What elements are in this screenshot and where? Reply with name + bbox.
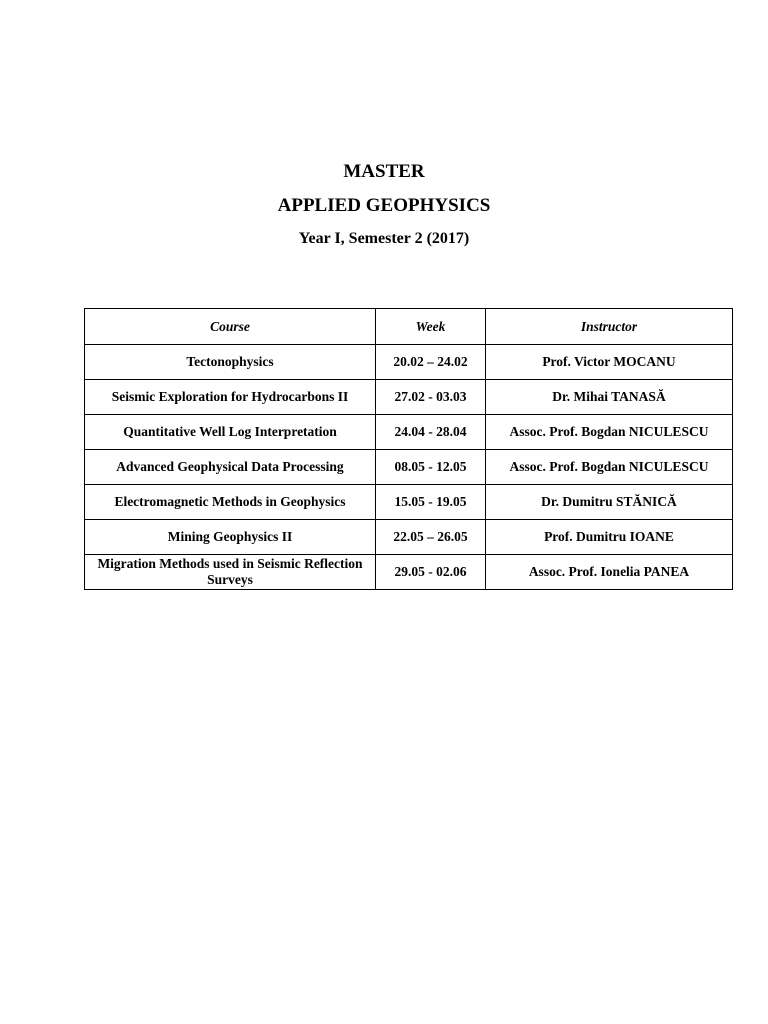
course-cell: Migration Methods used in Seismic Reflection Surveys xyxy=(85,555,376,590)
course-schedule-table xyxy=(84,308,733,590)
week-cell: 20.02 – 24.02 xyxy=(376,345,486,380)
instructor-cell: Prof. Victor MOCANU xyxy=(486,345,733,380)
course-cell: Mining Geophysics II xyxy=(85,520,376,555)
week-cell: 22.05 – 26.05 xyxy=(376,520,486,555)
week-cell: 24.04 - 28.04 xyxy=(376,415,486,450)
column-header-week: Week xyxy=(376,309,486,345)
table-row xyxy=(85,345,733,380)
table-row xyxy=(85,520,733,555)
course-cell: Advanced Geophysical Data Processing xyxy=(85,450,376,485)
table-row xyxy=(85,555,733,590)
instructor-cell: Prof. Dumitru IOANE xyxy=(486,520,733,555)
table-row xyxy=(85,485,733,520)
instructor-cell: Assoc. Prof. Ionelia PANEA xyxy=(486,555,733,590)
course-cell: Tectonophysics xyxy=(85,345,376,380)
instructor-cell: Dr. Dumitru STĂNICĂ xyxy=(486,485,733,520)
column-header-course: Course xyxy=(85,309,376,345)
program-name: APPLIED GEOPHYSICS xyxy=(277,195,491,216)
course-cell: Electromagnetic Methods in Geophysics xyxy=(85,485,376,520)
table-header-row xyxy=(85,309,733,345)
week-cell: 15.05 - 19.05 xyxy=(376,485,486,520)
week-cell: 08.05 - 12.05 xyxy=(376,450,486,485)
document-title: MASTER xyxy=(343,161,425,182)
year-semester: Year I, Semester 2 (2017) xyxy=(298,230,470,247)
table-row xyxy=(85,415,733,450)
table-row xyxy=(85,380,733,415)
column-header-instructor: Instructor xyxy=(486,309,733,345)
course-cell: Seismic Exploration for Hydrocarbons II xyxy=(85,380,376,415)
week-cell: 29.05 - 02.06 xyxy=(376,555,486,590)
instructor-cell: Assoc. Prof. Bogdan NICULESCU xyxy=(486,450,733,485)
week-cell: 27.02 - 03.03 xyxy=(376,380,486,415)
table-row xyxy=(85,450,733,485)
instructor-cell: Dr. Mihai TANASĂ xyxy=(486,380,733,415)
instructor-cell: Assoc. Prof. Bogdan NICULESCU xyxy=(486,415,733,450)
course-cell: Quantitative Well Log Interpretation xyxy=(85,415,376,450)
